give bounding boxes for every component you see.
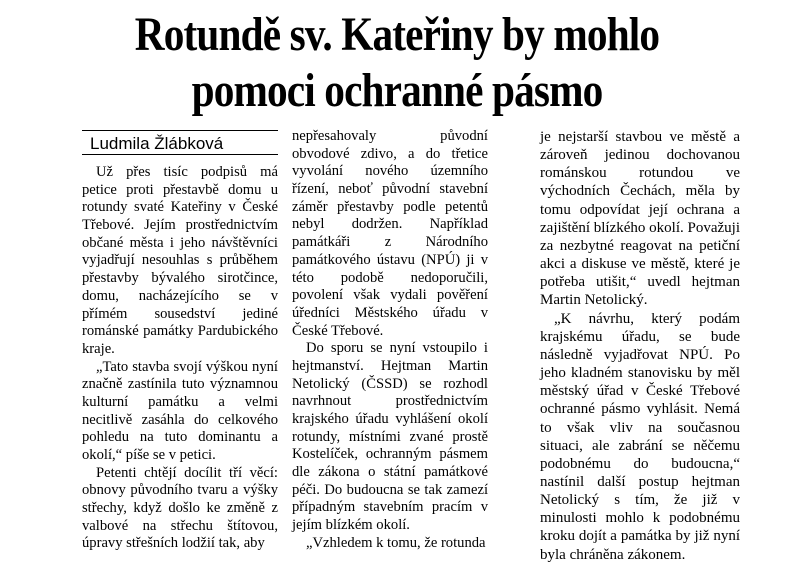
article-column-1 (82, 164, 278, 553)
article-column-3 (540, 128, 740, 564)
paragraph: Petenti chtějí docílit tří věcí: obnovy původního tvaru a výšky střechy, když došlo ke změně z valbové na střechu štítovou, úpravy střešních lodžií tak, aby (82, 464, 278, 552)
headline-line-2: pomoci ochranné pásmo (191, 64, 603, 117)
article-column-2 (292, 128, 488, 553)
byline-rule-top (82, 130, 278, 131)
paragraph: „K návrhu, který podám krajskému úřadu, se bude následně vyjadřovat NPÚ. Po jeho kladném stanovisku by měl městský úřad v České Třebové ochranné pásmo vyhlásit. Nemá to však vliv na současnou situaci, ale zabrání se něčemu podobnému do budoucna,“ nastínil další postup hejtman Netolický s tím, že již v minulosti mohlo k podobnému kroku dojít a památka by již nyní byla chráněna zákonem. (540, 310, 740, 563)
paragraph: Už přes tisíc podpisů má petice proti přestavbě domu u rotundy svaté Kateřiny v České Třebové. Jejím prostřednictvím občané města i jeho návštěvníci vyjadřují nesouhlas s průběhem přestavby bývalého sirotčince, domu, nacházejícího se v přímém sousedství jediné románské památky Pardubického kraje. (82, 164, 278, 357)
byline-rule-bottom (82, 154, 278, 155)
headline-line-1: Rotundě sv. Kateřiny by mohlo (134, 8, 660, 61)
paragraph: Do sporu se nyní vstoupilo i hejtmanství. Hejtman Martin Netolický (ČSSD) se rozhodl navrhnout prostřednictvím krajského úřadu vyhlášení okolí rotundy, místními zvané prostě Kostelíček, ochranným pásmem dle zákona o státní památkové péči. Do budoucna se tak zamezí případným stavebním pracím v jejím blízkém okolí. (292, 340, 488, 534)
paragraph: „Tato stavba svojí výškou nyní značně zastínila tuto významnou kulturní památku a velmi necitlivě zasáhla do celkového pohledu na tuto dominantu a okolí,“ píše se v petici. (82, 358, 278, 463)
paragraph: „Vzhledem k tomu, že rotunda (306, 534, 486, 551)
paragraph: je nejstarší stavbou ve městě a zároveň jedinou dochovanou románskou rotundou ve východních Čechách, měla by tomu odpovídat její ochrana a zajištění blízkého okolí. Považuji za nezbytné reagovat na petiční akci a diskuse ve městě, které je potřeba utišit,“ uvedl hejtman Martin Netolický. (540, 129, 740, 309)
byline: Ludmila Žlábková (90, 134, 224, 153)
paragraph: nepřesahovaly původní obvodové zdivo, a do třetice vyvolání nového územního řízení, neboť původní stavební záměr přestavby podle petentů nebyl dodržen. Například památkáři z Národního památkového ústavu (NPÚ) ji v této podobě nedoporučili, povolení však vydali pověření úředníci Městského úřadu v České Třebové. (292, 128, 488, 339)
